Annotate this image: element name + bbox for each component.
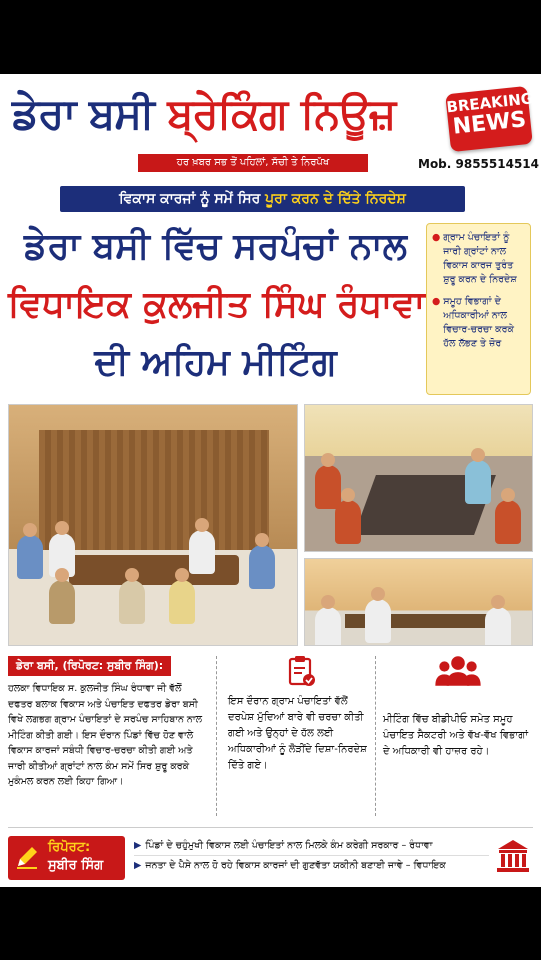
footer-quote-text-1: ਪਿੰਡਾਂ ਦੇ ਚਹੁੰਮੁਖੀ ਵਿਕਾਸ ਲਈ ਪੰਚਾਇਤਾਂ ਨਾਲ ਮਿਲਕੇ ਕੰਮ ਕਰੇਗੀ ਸਰਕਾਰ – ਰੰਧਾਵਾ [145, 840, 433, 851]
mobile-number: Mob. 9855514514 [418, 157, 540, 171]
breaking-news-badge [445, 86, 533, 152]
headline-line-3: ਦੀ ਅਹਿਮ ਮੀਟਿੰਗ [94, 342, 337, 383]
column-divider [216, 656, 217, 816]
reporter-label: ਰਿਪੋਰਟ: [48, 840, 91, 855]
badge-line-breaking: BREAKING [445, 89, 534, 117]
wood-wall [39, 430, 269, 550]
bullet-dot-icon: ● [432, 296, 441, 307]
arrow-right-icon: ▶ [134, 860, 142, 871]
news-poster [0, 74, 541, 887]
ribbon-highlight: ਪੂਰਾ ਕਰਨ ਦੇ ਦਿੱਤੇ ਨਿਰਦੇਸ਼ [265, 191, 406, 207]
highlight-text: ਗ੍ਰਾਮ ਪੰਚਾਇਤਾਂ ਨੂੰ ਜਾਰੀ ਗ੍ਰਾਂਟਾਂ ਨਾਲ ਵਿਕਾਸ ਕਾਰਜ ਤੁਰੰਤ ਸ਼ੁਰੂ ਕਰਨ ਦੇ ਨਿਰਦੇਸ਼ [443, 232, 517, 285]
column-divider [375, 656, 376, 816]
masthead-title-breaking: ਬ੍ਰੇਕਿੰਗ ਨਿਊਜ਼ [167, 89, 396, 138]
highlights-box [426, 223, 531, 395]
masthead-title [12, 86, 395, 142]
report-column-3 [383, 654, 533, 760]
headline-line-2: ਵਿਧਾਇਕ ਕੁਲਜੀਤ ਸਿੰਘ ਰੰਧਾਵਾ [8, 284, 426, 325]
government-building-icon [496, 838, 530, 874]
pencil-icon [14, 844, 40, 870]
bullet-dot-icon: ● [432, 232, 441, 243]
masthead [0, 74, 541, 182]
highlight-bullet [432, 231, 525, 287]
masthead-tagline: ਹਰ ਖ਼ਬਰ ਸਭ ਤੋਂ ਪਹਿਲਾਂ, ਸੱਚੀ ਤੇ ਨਿਰਪੱਖ [138, 154, 368, 172]
photo-collage [8, 404, 533, 646]
meeting-photo-hall [304, 404, 533, 552]
footer-divider [134, 855, 489, 856]
main-headline [8, 218, 426, 392]
meeting-photo-room [304, 558, 533, 646]
masthead-title-city: ਡੇਰਾ ਬਸੀ [12, 89, 154, 138]
highlight-bullet [432, 295, 525, 351]
footer-quote-1 [134, 840, 432, 851]
report-text-3: ਮੀਟਿੰਗ ਵਿੱਚ ਬੀਡੀਪੀਓ ਸਮੇਤ ਸਮੂਹ ਪੰਚਾਇਤ ਸੈਕਟਰੀ ਅਤੇ ਵੱਖ-ਵੱਖ ਵਿਭਾਗਾਂ ਦੇ ਅਧਿਕਾਰੀ ਵੀ ਹਾਜ਼ਰ ਰਹੇ। [383, 714, 529, 757]
report-column-2 [226, 654, 376, 774]
footer-quote-text-2: ਜਨਤਾ ਦੇ ਪੈਸੇ ਨਾਲ ਹੋ ਰਹੇ ਵਿਕਾਸ ਕਾਰਜਾਂ ਦੀ ਗੁਣਵੱਤਾ ਯਕੀਨੀ ਬਣਾਈ ਜਾਵੇ – ਵਿਧਾਇਕ [145, 860, 446, 871]
ribbon-text: ਵਿਕਾਸ ਕਾਰਜਾਂ ਨੂੰ ਸਮੇਂ ਸਿਰ [119, 191, 266, 207]
reporter-name: ਸੁਬੀਰ ਸਿੰਗ [48, 858, 104, 873]
group-people-icon [435, 654, 481, 688]
report-text-2: ਇਸ ਦੌਰਾਨ ਗ੍ਰਾਮ ਪੰਚਾਇਤਾਂ ਵੱਲੋਂ ਦਰਪੇਸ਼ ਮੁੱਦਿਆਂ ਬਾਰੇ ਵੀ ਚਰਚਾ ਕੀਤੀ ਗਈ ਅਤੇ ਉਨ੍ਹਾਂ ਦੇ ਹੱਲ ਲਈ ਅਧਿਕਾਰੀਆਂ ਨੂੰ ਲੋੜੀਂਦੇ ਦਿਸ਼ਾ-ਨਿਰਦੇਸ਼ ਦਿੱਤੇ ਗਏ। [228, 696, 367, 771]
arrow-right-icon: ▶ [134, 840, 142, 851]
report-column-1 [8, 654, 208, 790]
reporter-box [8, 836, 125, 880]
clipboard-check-icon [284, 654, 318, 688]
footer-bar [8, 827, 533, 875]
meeting-photo-office [8, 404, 298, 646]
report-text-1: ਹਲਕਾ ਵਿਧਾਇਕ ਸ. ਕੁਲਜੀਤ ਸਿੰਘ ਰੰਧਾਵਾ ਜੀ ਵੱਲੋਂ ਦਫਤਰ ਬਲਾਕ ਵਿਕਾਸ ਅਤੇ ਪੰਚਾਇਤ ਦਫਤਰ ਡੇਰਾ ਬਸੀ ਵਿਖੇ ਲਗਭਗ ਗ੍ਰਾਮ ਪੰਚਾਇਤਾਂ ਦੇ ਸਰਪੰਚ ਸਾਹਿਬਾਨ ਨਾਲ ਮੀਟਿੰਗ ਕੀਤੀ ਗਈ। ਇਸ ਦੌਰਾਨ ਪਿੰਡਾਂ ਵਿੱਚ ਹੋਣ ਵਾਲੇ ਵਿਕਾਸ ਕਾਰਜਾਂ ਸਬੰਧੀ ਵਿਚਾਰ-ਚਰਚਾ ਕੀਤੀ ਗਈ ਅਤੇ ਜਾਰੀ ਕੀਤੀਆਂ ਗ੍ਰਾਂਟਾਂ ਨਾਲ ਕੰਮ ਸਮੇਂ ਸਿਰ ਸ਼ੁਰੂ ਕਰਕੇ ਮੁਕੰਮਲ ਕਰਨ ਲਈ ਕਿਹਾ ਗਿਆ। [8, 683, 203, 787]
report-columns [8, 654, 533, 822]
highlight-text: ਸਮੂਹ ਵਿਭਾਗਾਂ ਦੇ ਅਧਿਕਾਰੀਆਂ ਨਾਲ ਵਿਚਾਰ-ਚਰਚਾ ਕਰਕੇ ਹੱਲ ਲੱਭਣ ਤੇ ਜ਼ੋਰ [443, 296, 515, 349]
dateline-label: ਡੇਰਾ ਬਸੀ, (ਰਿਪੋਰਟ: ਸੁਬੀਰ ਸਿੰਗ): [8, 656, 171, 676]
subheading-ribbon [60, 186, 465, 212]
headline-line-1: ਡੇਰਾ ਬਸੀ ਵਿੱਚ ਸਰਪੰਚਾਂ ਨਾਲ [24, 226, 407, 267]
footer-quote-2 [134, 860, 446, 871]
badge-line-news: NEWS [451, 107, 528, 140]
